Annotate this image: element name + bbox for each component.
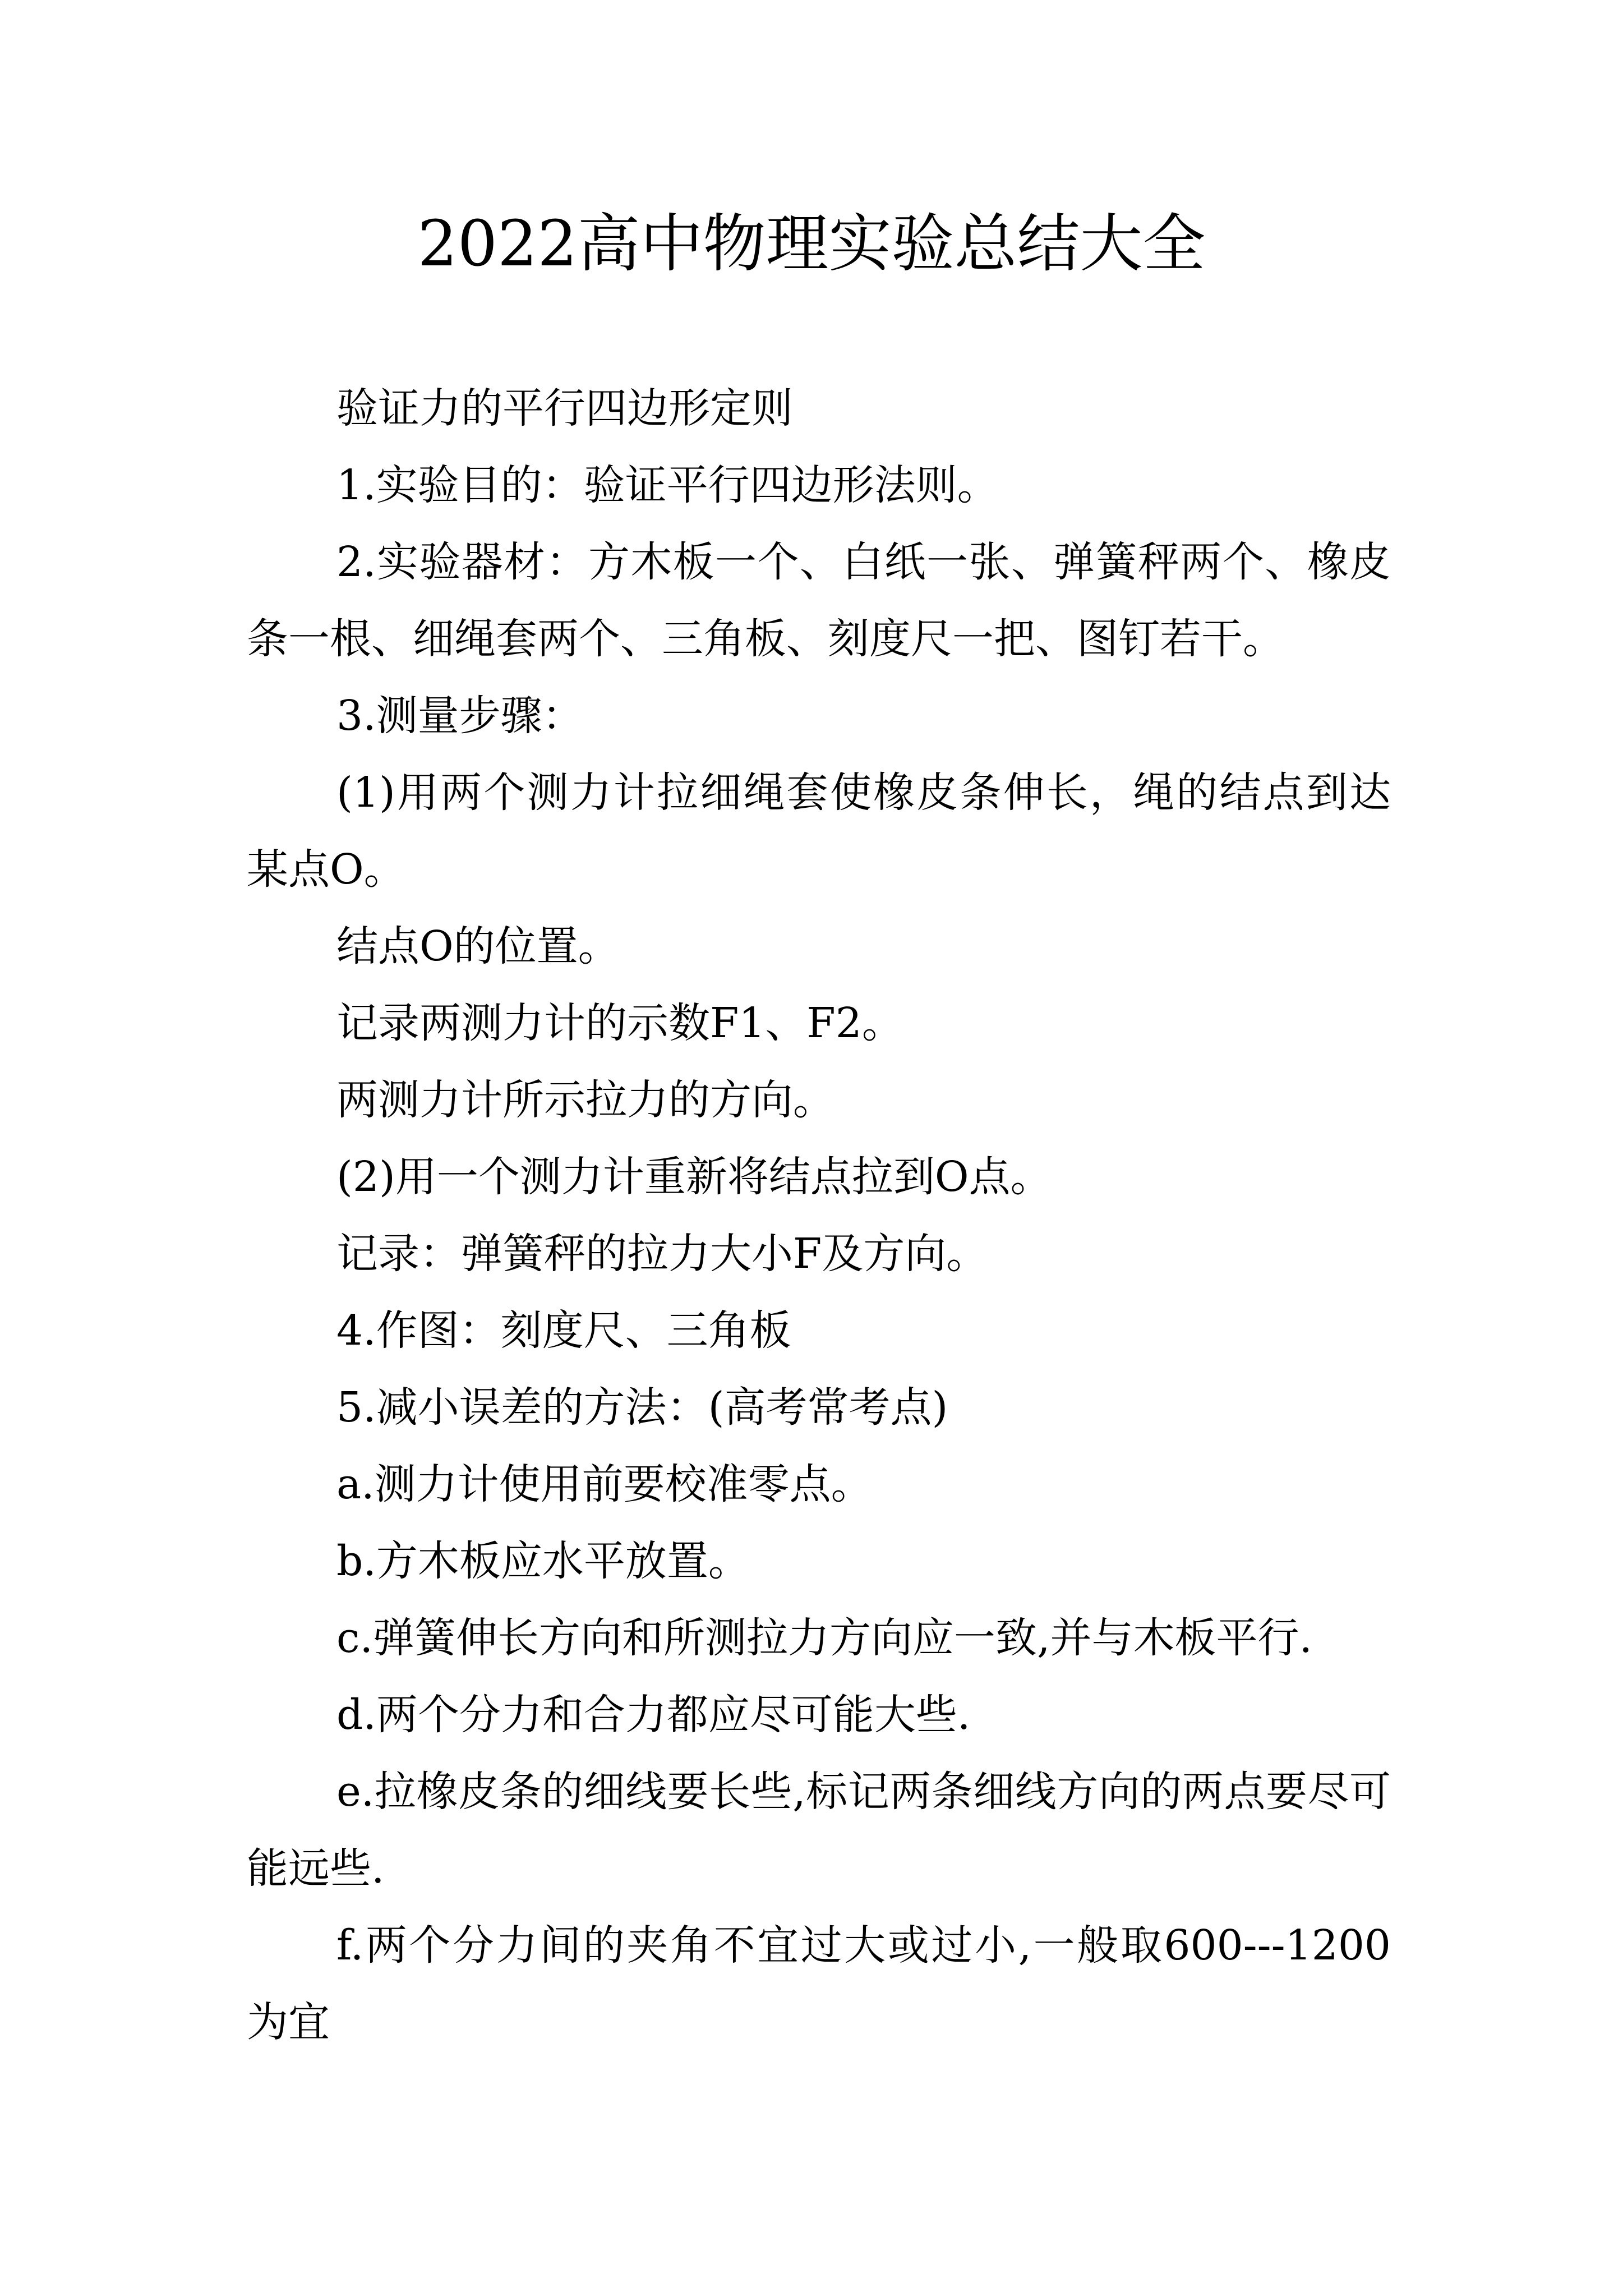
paragraph-knot-position: 结点O的位置。 [336, 922, 620, 970]
paragraph-equipment: 2.实验器材：方木板一个、白纸一张、弹簧秤两个、橡皮条一根、细绳套两个、三角板、刻度尺一把、图钉若干。 [247, 538, 1391, 663]
paragraph-item-d: d.两个分力和合力都应尽可能大些. [336, 1691, 971, 1739]
page-title: 2022高中物理实验总结大全 [417, 208, 1206, 280]
paragraph-error-heading: 5.减小误差的方法：(高考常考点) [336, 1383, 948, 1432]
paragraph-step-1: (1)用两个测力计拉细绳套使橡皮条伸长，绳的结点到达某点O。 [247, 769, 1391, 894]
paragraph-record-force: 记录：弹簧秤的拉力大小F及方向。 [336, 1230, 988, 1278]
paragraph-item-b: b.方木板应水平放置。 [336, 1537, 750, 1585]
paragraph-drawing: 4.作图：刻度尺、三角板 [336, 1306, 791, 1355]
paragraph-steps-heading: 3.测量步骤： [336, 692, 584, 740]
paragraph-item-f: f.两个分力间的夹角不宜过大或过小,一般取600---1200为宜 [247, 1921, 1391, 2046]
paragraph-force-direction: 两测力计所示拉力的方向。 [336, 1076, 834, 1124]
paragraph-item-c: c.弹簧伸长方向和所测拉力方向应一致,并与木板平行. [336, 1614, 1313, 1662]
paragraph-item-a: a.测力计使用前要校准零点。 [336, 1460, 873, 1508]
section-heading: 验证力的平行四边形定则 [336, 384, 793, 432]
document-body [247, 370, 1391, 2061]
paragraph-purpose: 1.实验目的：验证平行四边形法则。 [336, 461, 999, 509]
paragraph-step-2: (2)用一个测力计重新将结点拉到O点。 [336, 1153, 1052, 1201]
paragraph-item-e: e.拉橡皮条的细线要长些,标记两条细线方向的两点要尽可能远些. [247, 1768, 1391, 1893]
paragraph-record-readings: 记录两测力计的示数F1、F2。 [336, 999, 903, 1047]
